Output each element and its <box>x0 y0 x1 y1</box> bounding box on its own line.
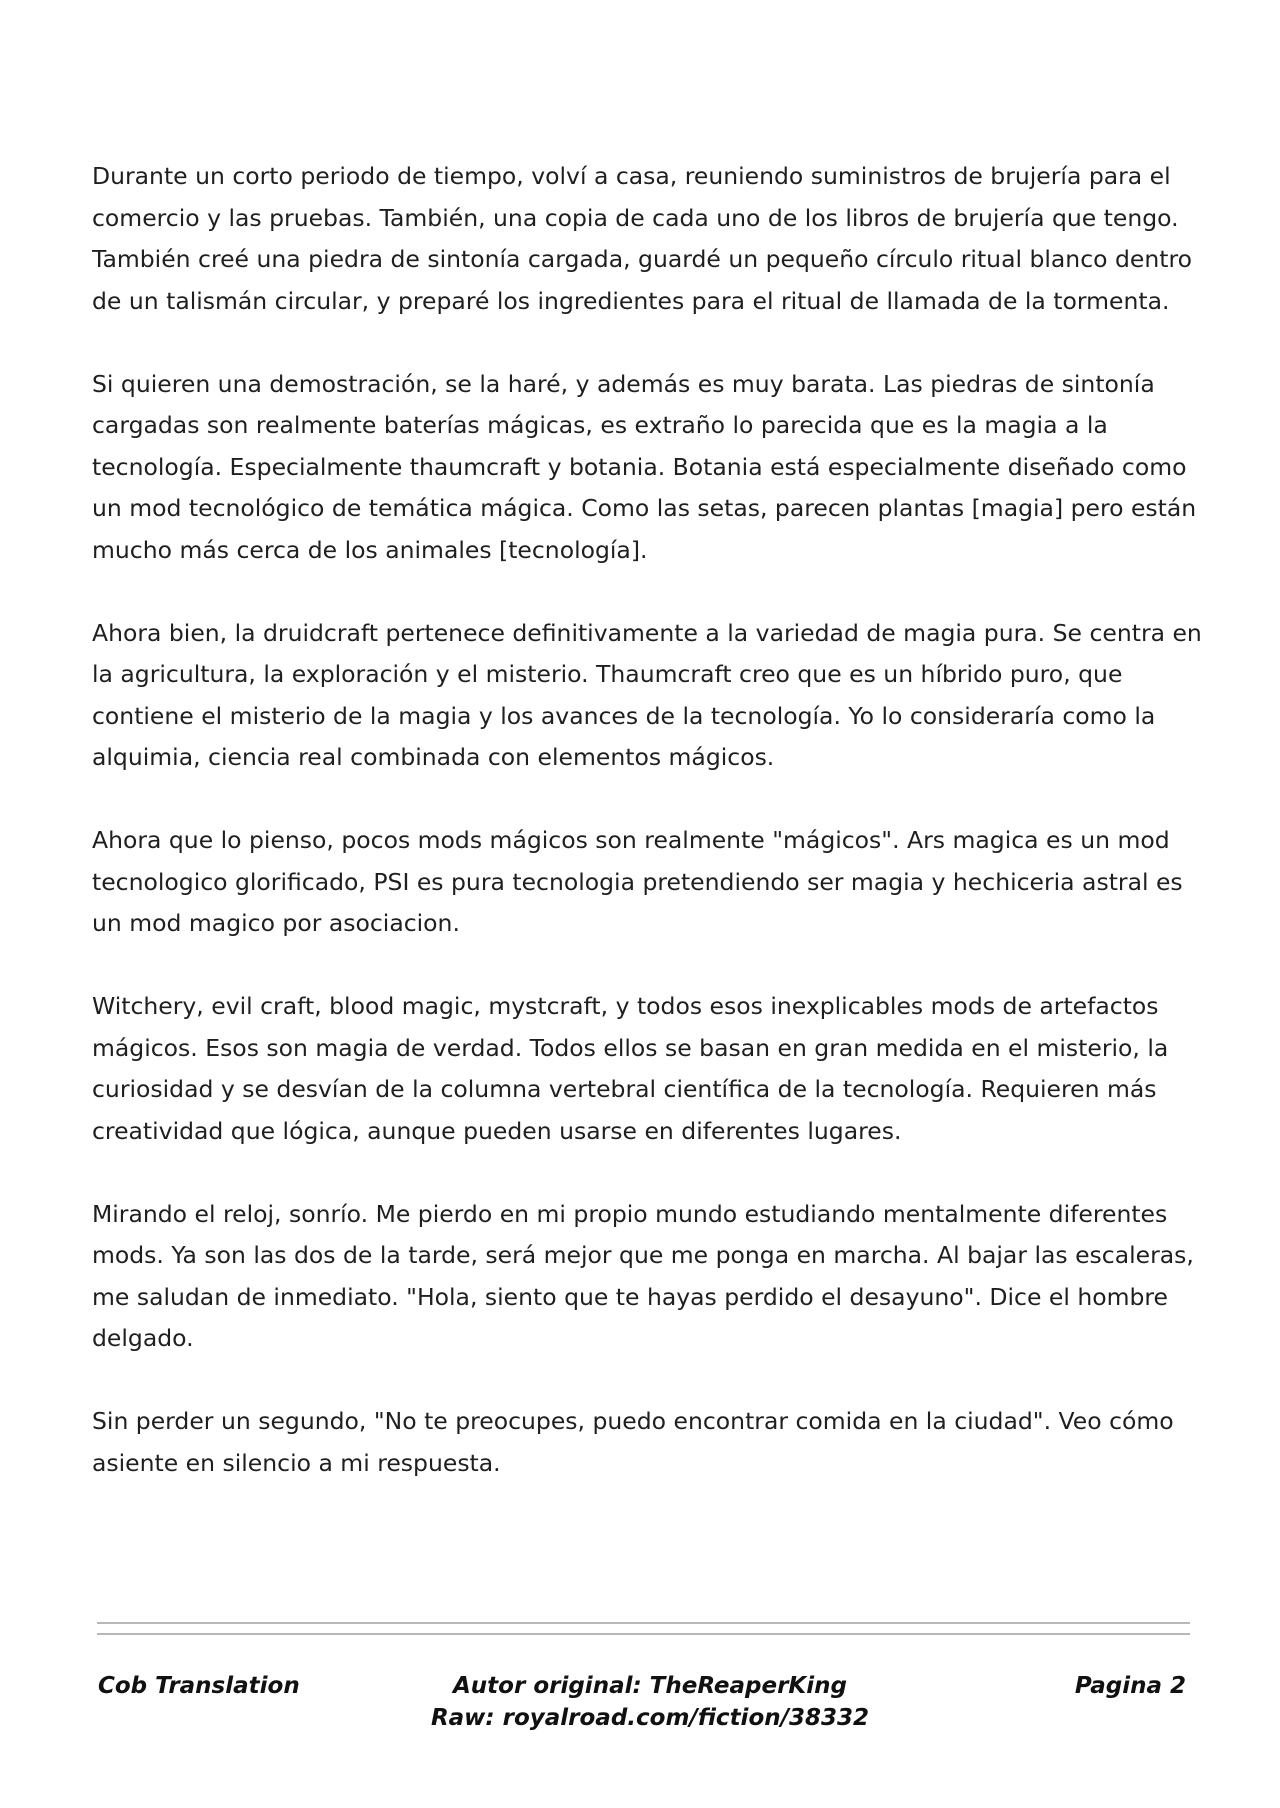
paragraph-6: Mirando el reloj, sonrío. Me pierdo en mi propio mundo estudiando mentalmente diferentes mods. Ya son las dos de la tarde, será mejor que me ponga en marcha. Al bajar las escaleras, me saludan de inmediato. "Hola, siento que te hayas perdido el desayuno". Dice el hombre delgado. <box>92 1199 1194 1352</box>
paragraph-4: Ahora que lo pienso, pocos mods mágicos son realmente "mágicos". Ars magica es un mod tecnologico glorificado, PSI es pura tecnologia pretendiendo ser magia y hechiceria astral es un mod magico por asociacion. <box>92 826 1183 937</box>
footer-divider-top <box>97 1622 1190 1624</box>
paragraph-2: Si quieren una demostración, se la haré, y además es muy barata. Las piedras de sintonía cargadas son realmente baterías mágicas, es extraño lo parecida que es la magia a la tecnología. Especialmente thaumcraft y botania. Botania está especialmente diseñado como un mod tecnológico de temática mágica. Como las setas, parecen plantas [magia] pero están mucho más cerca de los animales [tecnología]. <box>92 369 1197 564</box>
footer-page-number: Pagina 2 <box>1074 1673 1186 1699</box>
footer-credits <box>330 1670 970 1734</box>
footer-raw-source: Raw: royalroad.com/fiction/38332 <box>430 1705 870 1731</box>
footer-divider-bottom <box>97 1633 1190 1635</box>
paragraph-1: Durante un corto periodo de tiempo, volví a casa, reuniendo suministros de brujería para el comercio y las pruebas. También, una copia de cada uno de los libros de brujería que tengo. También creé una piedra de sintonía cargada, guardé un pequeño círculo ritual blanco dentro de un talismán circular, y preparé los ingredientes para el ritual de llamada de la tormenta. <box>92 162 1192 315</box>
paragraph-7: Sin perder un segundo, "No te preocupes, puedo encontrar comida en la ciudad". Veo cómo asiente en silencio a mi respuesta. <box>92 1407 1174 1477</box>
paragraph-3: Ahora bien, la druidcraft pertenece definitivamente a la variedad de magia pura. Se centra en la agricultura, la exploración y el misterio. Thaumcraft creo que es un híbrido puro, que contiene el misterio de la magia y los avances de la tecnología. Yo lo consideraría como la alquimia, ciencia real combinada con elementos mágicos. <box>92 618 1202 771</box>
body-text <box>92 156 1212 1526</box>
footer-original-author: Autor original: TheReaperKing <box>453 1673 847 1699</box>
paragraph-5: Witchery, evil craft, blood magic, mystcraft, y todos esos inexplicables mods de artefactos mágicos. Esos son magia de verdad. Todos ellos se basan en gran medida en el misterio, la curiosidad y se desvían de la columna vertebral científica de la tecnología. Requieren más creatividad que lógica, aunque pueden usarse en diferentes lugares. <box>92 992 1169 1145</box>
footer-translator: Cob Translation <box>98 1673 300 1699</box>
